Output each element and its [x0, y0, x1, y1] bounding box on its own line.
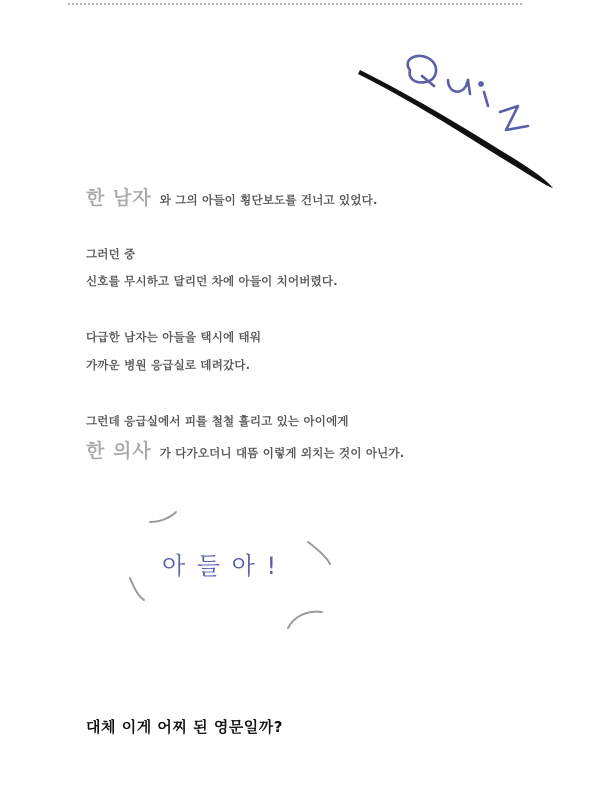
story-line-6: 그런데 응급실에서 피를 철철 흘리고 있는 아이에게 [86, 414, 349, 428]
story-line-1-rest: 와 그의 아들이 횡단보도를 건너고 있었다. [159, 193, 378, 207]
emphasis-doctor: 한 의사 [86, 440, 152, 462]
brush-stroke [358, 70, 553, 188]
emphasis-man: 한 남자 [86, 187, 152, 209]
story-line-2: 그러던 중 [86, 247, 136, 261]
dotted-divider [68, 3, 522, 5]
story-line-1 [86, 183, 378, 210]
quiz-header [350, 40, 560, 200]
story-line-7 [86, 436, 404, 463]
story-line-5: 가까운 병원 응급실로 데려갔다. [86, 358, 251, 372]
quiz-handwriting [408, 56, 528, 130]
story-line-7-rest: 가 다가오더니 대뜸 이렇게 외치는 것이 아닌가. [159, 446, 405, 460]
story-line-4: 다급한 남자는 아들을 택시에 태워 [86, 330, 262, 344]
story-line-3: 신호를 무시하고 달리던 차에 아들이 치어버렸다. [86, 274, 338, 288]
closing-question: 대체 이게 어찌 된 영문일까? [86, 718, 283, 736]
exclamation-art [120, 508, 340, 638]
exclamation-text: 아 들 아 ! [162, 552, 279, 580]
